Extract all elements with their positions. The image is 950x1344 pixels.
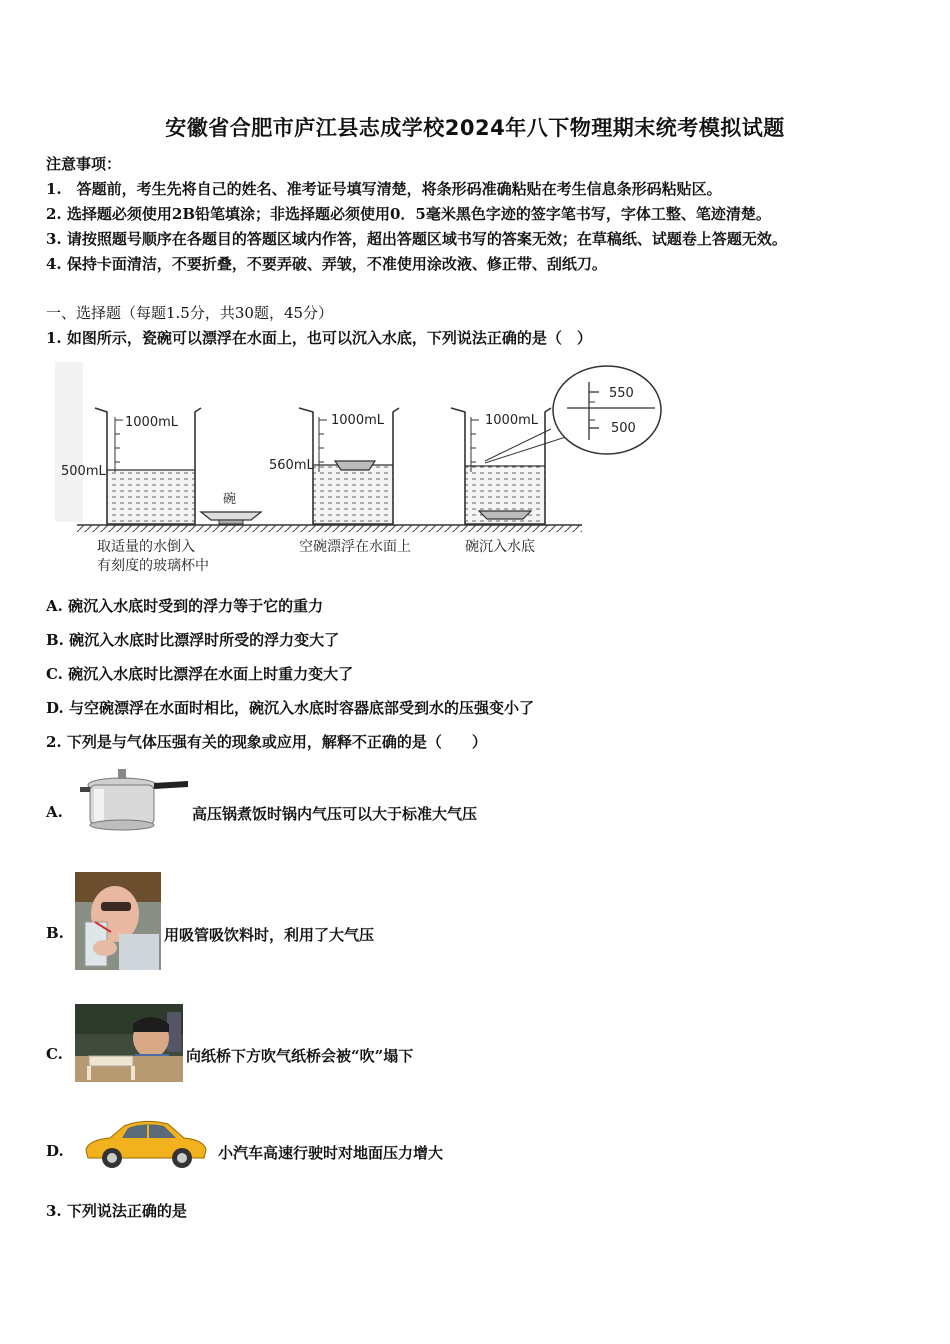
- q2-option-b-text: 用吸管吸饮料时，利用了大气压: [164, 926, 375, 944]
- beaker-1-capacity: 1000mL: [125, 415, 178, 430]
- ground: [77, 525, 582, 532]
- q2-option-d-text: 小汽车高速行驶时对地面压力增大: [218, 1144, 444, 1162]
- caption-1-line-2: 有刻度的玻璃杯中: [97, 558, 209, 574]
- caption-2: 空碗漂浮在水面上: [299, 539, 411, 555]
- zoom-mark-500: 500: [611, 421, 636, 436]
- notice-item-1: 1. 答题前，考生先将自己的姓名、准考证号填写清楚，将条形码准确粘贴在考生信息条形码粘贴区。: [46, 180, 722, 198]
- q2-option-c-label: C.: [46, 1045, 63, 1063]
- notice-item-4: 4. 保持卡面清洁，不要折叠，不要弄破、弄皱，不准使用涂改液、修正带、刮纸刀。: [46, 255, 607, 273]
- option-text: 碗沉入水底时比漂浮时所受的浮力变大了: [69, 631, 340, 649]
- notice-heading: 注意事项：: [46, 155, 122, 173]
- option-text: 与空碗漂浮在水面时相比，碗沉入水底时容器底部受到水的压强变小了: [68, 699, 534, 717]
- q1-option-d: [46, 697, 534, 718]
- bowl-label: 碗: [223, 492, 237, 507]
- beaker-3-capacity: 1000mL: [485, 413, 538, 428]
- caption-1-line-1: 取适量的水倒入: [97, 539, 195, 555]
- beaker-2: [269, 408, 399, 524]
- q1-option-c: [46, 663, 353, 684]
- q2-option-a-label: A.: [46, 803, 63, 821]
- q2-option-c-text: 向纸桥下方吹气纸桥会被“吹”塌下: [186, 1047, 414, 1065]
- q1-option-a: [46, 595, 323, 616]
- zoom-mark-550: 550: [609, 386, 634, 401]
- car-icon: [80, 1116, 210, 1172]
- beaker-1-level: 500mL: [61, 464, 106, 479]
- caption-3: 碗沉入水底: [465, 539, 535, 555]
- option-text: 碗沉入水底时比漂浮在水面上时重力变大了: [68, 665, 354, 683]
- question-2-stem: 2. 下列是与气体压强有关的现象或应用，解释不正确的是（ ）: [46, 733, 487, 751]
- option-label: A.: [46, 597, 63, 615]
- q2-option-a-text: 高压锅煮饭时锅内气压可以大于标准大气压: [192, 805, 478, 823]
- bowl: [201, 491, 261, 524]
- question-1-stem: 1. 如图所示，瓷碗可以漂浮在水面上，也可以沉入水底，下列说法正确的是（ ）: [46, 329, 592, 347]
- beaker-experiment-figure: [55, 362, 675, 577]
- section-heading: 一、选择题（每题1.5分，共30题，45分）: [46, 304, 334, 322]
- zoom-inset: [553, 366, 661, 454]
- notice-item-3: 3. 请按照题号顺序在各题目的答题区域内作答，超出答题区域书写的答案无效；在草稿纸、试题卷上答题无效。: [46, 230, 787, 248]
- option-label: C.: [46, 665, 63, 683]
- straw-drinking-photo: [75, 872, 161, 970]
- option-text: 碗沉入水底时受到的浮力等于它的重力: [68, 597, 324, 615]
- q2-option-d-label: D.: [46, 1142, 64, 1160]
- scan-edge: [55, 362, 83, 522]
- beaker-2-level: 560mL: [269, 458, 314, 473]
- notice-item-2: 2. 选择题必须使用2B铅笔填涂；非选择题必须使用0．5毫米黑色字迹的签字笔书写，字体工整、笔迹清楚。: [46, 205, 771, 223]
- beaker-2-capacity: 1000mL: [331, 413, 384, 428]
- page-title: 安徽省合肥市庐江县志成学校2024年八下物理期末统考模拟试题: [165, 116, 785, 140]
- paper-bridge-photo: [75, 1004, 183, 1082]
- option-label: B.: [46, 631, 64, 649]
- question-3-stem: 3. 下列说法正确的是: [46, 1202, 187, 1220]
- pressure-cooker-icon: [78, 765, 190, 835]
- q1-option-b: [46, 629, 339, 650]
- q2-option-b-label: B.: [46, 924, 64, 942]
- option-label: D.: [46, 699, 64, 717]
